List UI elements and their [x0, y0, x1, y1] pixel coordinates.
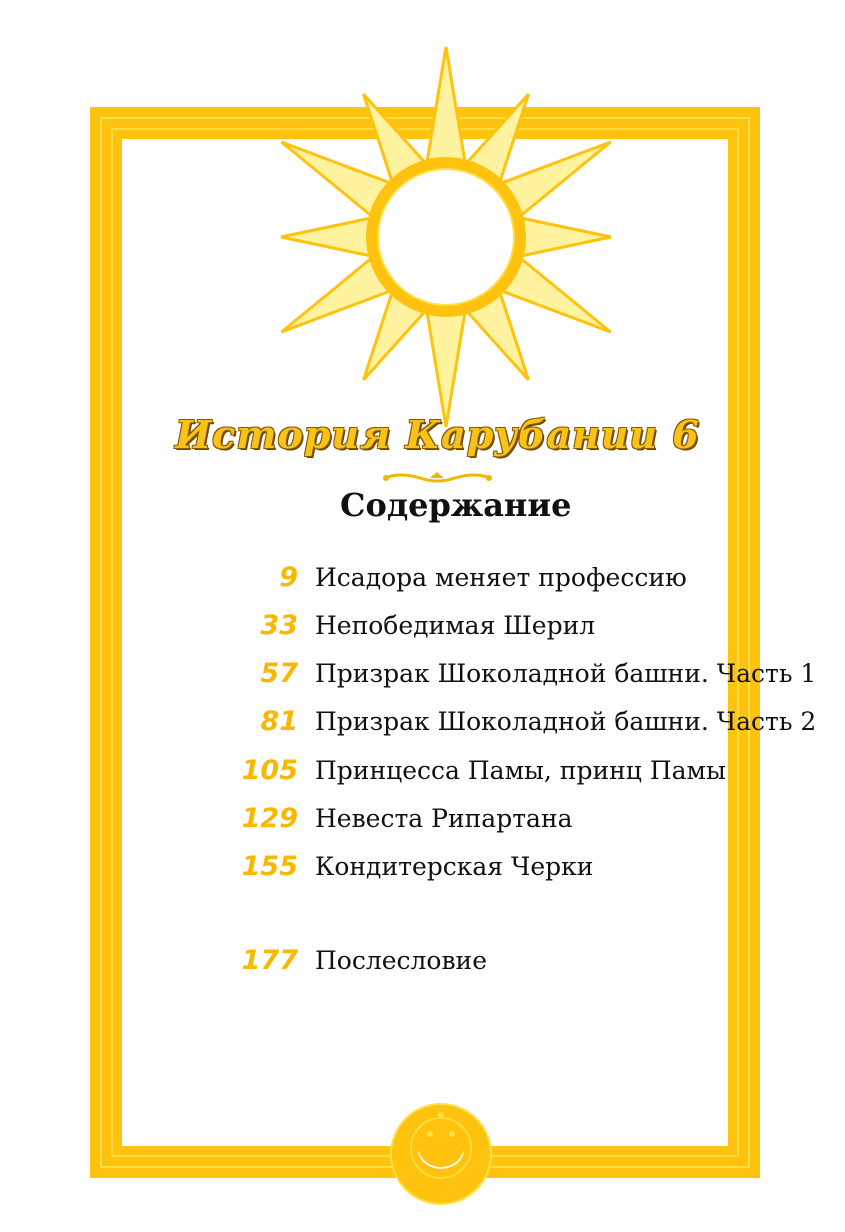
sun-ray	[281, 218, 370, 256]
title-ornament	[380, 470, 495, 486]
page-number: 155	[241, 850, 298, 882]
sun-center	[378, 169, 514, 305]
page-number: 9	[279, 561, 298, 593]
sun-ray	[427, 313, 465, 427]
contents-heading: Содержание	[340, 486, 572, 524]
chapter-title: Исадора меняет профессию	[315, 562, 687, 592]
page-number: 177	[241, 944, 298, 976]
sun-emblem	[281, 47, 611, 427]
chapter-title: Принцесса Памы, принц Памы	[315, 755, 726, 785]
sun-ray	[427, 47, 465, 161]
page-number: 57	[260, 657, 298, 689]
page-number: 33	[260, 609, 298, 641]
chapter-title: Непобедимая Шерил	[315, 610, 596, 640]
page-number: 129	[241, 802, 298, 834]
chapter-title: Призрак Шоколадной башни. Часть 1	[315, 658, 817, 688]
chapter-title: Кондитерская Черки	[315, 851, 594, 881]
sun-ray	[522, 218, 611, 256]
page-number: 105	[241, 754, 298, 786]
page-number: 81	[260, 705, 298, 737]
smiling-moon-medallion-icon	[391, 1104, 491, 1204]
book-title: История Карубании 6	[175, 412, 700, 457]
chapter-title: Невеста Рипартана	[315, 803, 573, 833]
chapter-title: Призрак Шоколадной башни. Часть 2	[315, 706, 817, 736]
chapter-title: Послесловие	[315, 945, 487, 975]
